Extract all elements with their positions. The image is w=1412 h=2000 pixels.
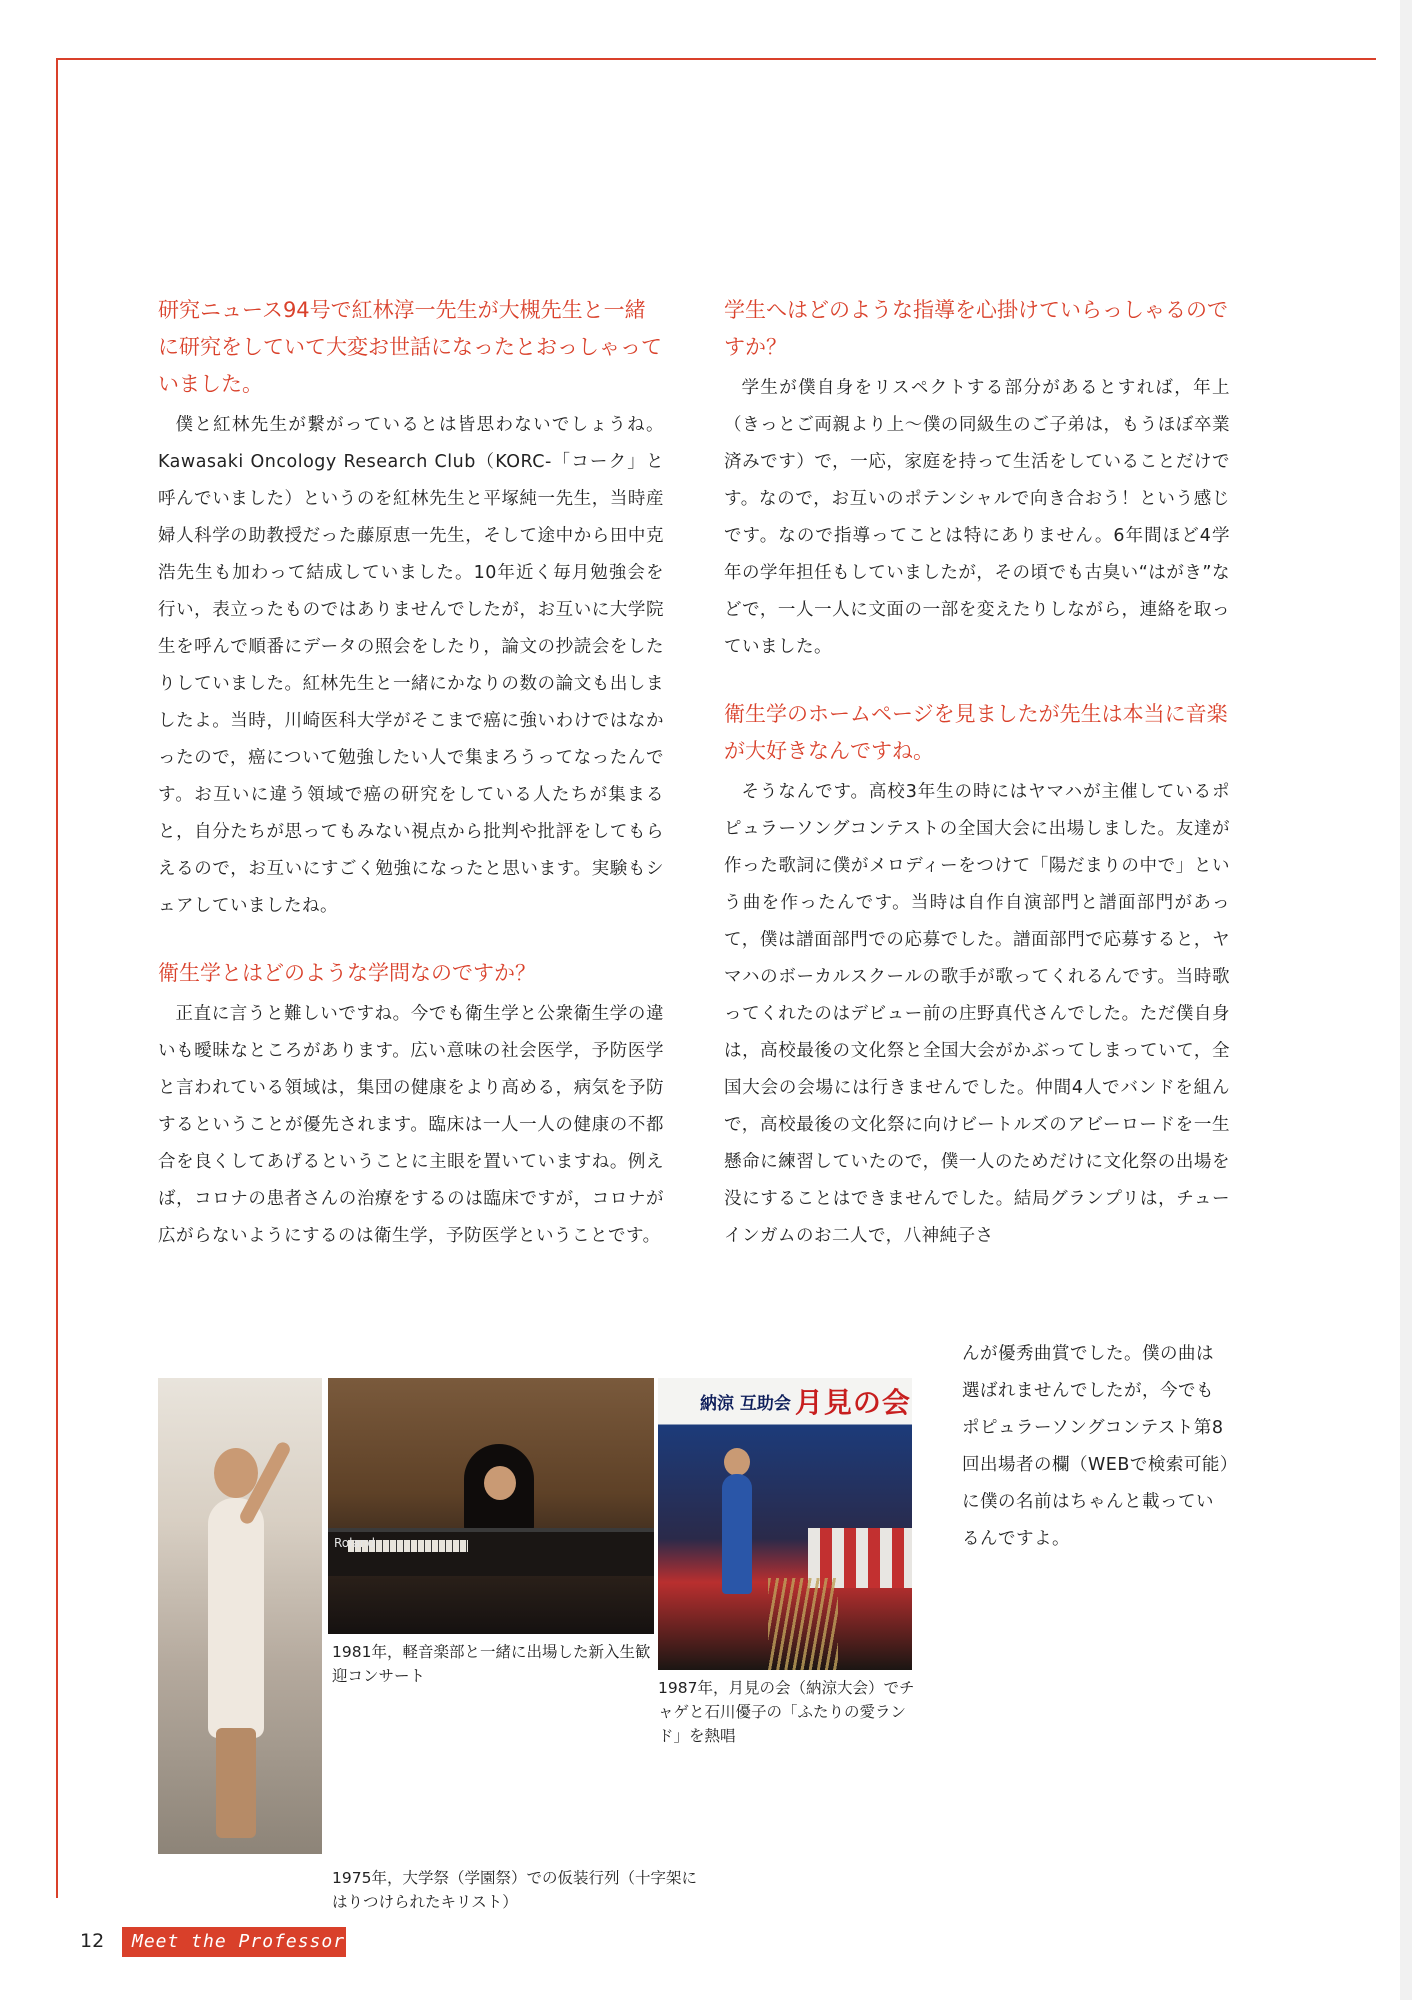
pampas-grass-shape (768, 1578, 838, 1670)
paragraph-music-continuation: んが優秀曲賞でした。僕の曲は選ばれませんでしたが，今でもポピュラーソングコンテスト第8回出場者の欄（WEBで検索可能）に僕の名前はちゃんと載っているんですよ。 (962, 1344, 1230, 1549)
singer-head-shape (724, 1448, 750, 1476)
person-legs-shape (216, 1728, 256, 1838)
top-border (56, 58, 1376, 60)
heading-hygiene: 衛生学とはどのような学問なのですか？ (158, 961, 536, 985)
page-number: 12 (80, 1930, 105, 1952)
banner-small-text: 納涼 互助会 (700, 1393, 791, 1414)
photo-1981-concert (328, 1378, 654, 1634)
paragraph-students: 学生が僕自身をリスペクトする部分があるとすれば，年上（きっとご両親より上～僕の同級生のご子弟は，もうほぼ卒業済みです）で，一応，家庭を持って生活をしていることだけです。なので，お互いのポテンシャルで向き合おう！という感じです。なので指導ってことは特にありません。6年間ほど4学年の学年担任もしていましたが，その頃でも古臭い“はがき”などで，一人一人に文面の一部を変えたりしながら，連絡を取っていました。 (724, 378, 1230, 657)
caption-1975: 1975年，大学祭（学園祭）での仮装行列（十字架にはりつけられたキリスト） (332, 1869, 697, 1911)
paragraph-hygiene: 正直に言うと難しいですね。今でも衛生学と公衆衛生学の違いも曖昧なところがあります。広い意味の社会医学，予防医学と言われている領域は，集団の健康をより高める，病気を予防するということが優先されます。臨床は一人一人の健康の不都合を良くしてあげるということに主眼を置いていますね。例えば，コロナの患者さんの治療をするのは臨床ですが，コロナが広がらないようにするのは衛生学，予防医学ということです。 (158, 1004, 664, 1246)
singer-body-shape (722, 1474, 752, 1594)
heading-students: 学生へはどのような指導を心掛けていらっしゃるのですか？ (724, 298, 1228, 359)
section-badge: Meet the Professor (122, 1927, 346, 1957)
paragraph-music: そうなんです。高校3年生の時にはヤマハが主催しているポピュラーソングコンテストの全国大会に出場しました。友達が作った歌詞に僕がメロディーをつけて「陽だまりの中で」という曲を作ったんです。当時は自作自演部門と譜面部門があって，僕は譜面部門での応募でした。譜面部門で応募すると，ヤマハのボーカルスクールの歌手が歌ってくれるんです。当時歌ってくれたのはデビュー前の庄野真代さんでした。ただ僕自身は，高校最後の文化祭と全国大会がかぶってしまっていて，全国大会の会場には行きませんでした。仲間4人でバンドを組んで，高校最後の文化祭に向けビートルズのアビーロードを一生懸命に練習していたので，僕一人のためだけに文化祭の出場を没にすることはできませんでした。結局グランプリは，チューインガムのお二人で，八神純子さ (724, 782, 1230, 1246)
right-column (724, 292, 1230, 1255)
event-banner (658, 1378, 912, 1424)
person-head-shape (214, 1448, 258, 1498)
heading-music: 衛生学のホームページを見ましたが先生は本当に音楽が大好きなんですね。 (724, 702, 1228, 763)
page-edge (1400, 0, 1412, 2000)
photo-1975-parade (158, 1378, 322, 1854)
caption-1987: 1987年，月見の会（納涼大会）でチャゲと石川優子の「ふたりの愛ランド」を熱唱 (658, 1679, 915, 1745)
paragraph-korc: 僕と紅林先生が繋がっているとは皆思わないでしょうね。Kawasaki Oncology Research Club（KORC-「コーク」と呼んでいました）というのを紅林先生と平塚純一先生，当時産婦人科学の助教授だった藤原恵一先生，そして途中から田中克浩先生も加わって結成していました。10年近く毎月勉強会を行い，表立ったものではありませんでしたが，お互いに大学院生を呼んで順番にデータの照会をしたり，論文の抄読会をしたりしていました。紅林先生と一緒にかなりの数の論文も出しましたよ。当時，川崎医科大学がそこまで癌に強いわけではなかったので，癌について勉強したい人で集まろうってなったんです。お互いに違う領域で癌の研究をしている人たちが集まると，自分たちが思ってもみない視点から批判や批評をしてもらえるので，お互いにすごく勉強になったと思います。実験もシェアしていましたね。 (158, 415, 664, 916)
caption-1981: 1981年，軽音楽部と一緒に出場した新入生歓迎コンサート (332, 1643, 651, 1685)
left-column (158, 292, 664, 1255)
heading-korc: 研究ニュース94号で紅林淳一先生が大槻先生と一緒に研究をしていて大変お世話になったとおっしゃっていました。 (158, 298, 662, 396)
left-border (56, 58, 58, 1898)
roland-logo: Roland (334, 1536, 376, 1550)
banner-big-text: 月見の会 (794, 1386, 911, 1419)
keyboard-shape (328, 1528, 654, 1576)
keyboardist-face-shape (484, 1466, 516, 1500)
person-body-shape (208, 1498, 264, 1738)
photo-1987-tsukimi (658, 1378, 912, 1670)
